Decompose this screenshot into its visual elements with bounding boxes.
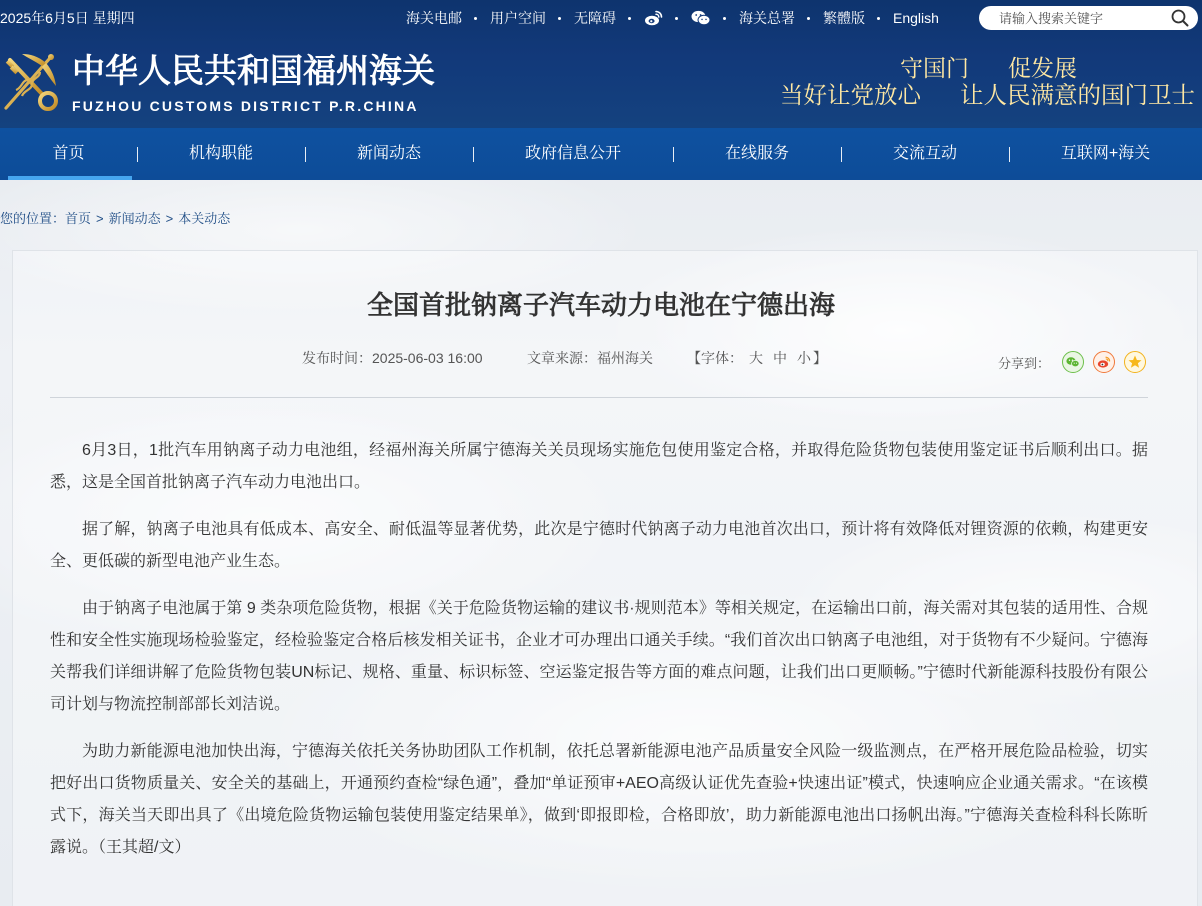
dot-separator [462,9,490,27]
breadcrumb-separator: > [165,211,174,226]
article-body [50,435,1148,879]
article-source-value: 福州海关 [597,350,653,366]
breadcrumb-home[interactable]: 首页 [65,211,92,226]
site-header [0,0,1202,128]
link-user-space[interactable]: 用户空间 [490,10,546,26]
breadcrumb-local-news[interactable]: 本关动态 [178,211,231,226]
search-icon[interactable] [1171,9,1189,27]
article-title: 全国首批钠离子汽车动力电池在宁德出海 [366,290,835,320]
nav-item-organization[interactable]: 机构职能 [137,128,305,180]
slogan-promote-development: 促发展 [1008,55,1077,81]
current-date: 2025年6月5日 星期四 [0,10,135,26]
publish-time-value: 2025-06-03 16:00 [372,350,483,366]
article-paragraph: 由于钠离子电池属于第 9 类杂项危险货物，根据《关于危险货物运输的建议书·规则范本》等相关规定，在运输出口前，海关需对其包装的适用性、合规性和安全性实施现场检验鉴定，经检验鉴定合格后核发相关证书，企业才可办理出口通关手续。“我们首次出口钠离子电池组，对于货物有不少疑问。宁德海关帮我们详细讲解了危险货物包装UN标记、规格、重量、标识标签、空运鉴定报告等方面的难点问题，让我们出口更顺畅。”宁德时代新能源科技股份有限公司计划与物流控制部部长刘洁说。 [50,600,1148,713]
font-size-small[interactable]: 小 [797,350,811,366]
site-title[interactable]: 中华人民共和国福州海关 [72,54,435,90]
link-accessibility[interactable]: 无障碍 [574,10,616,26]
site-title-english: FUZHOU CUSTOMS DISTRICT P.R.CHINA [72,98,419,114]
breadcrumb-separator: > [96,211,104,226]
nav-item-news[interactable]: 新闻动态 [305,128,473,180]
article-paragraph: 为助力新能源电池加快出海，宁德海关依托关务协助团队工作机制，依托总署新能源电池产品质量安全风险一级监测点，在严格开展危险品检验，切实把好出口货物质量关、安全关的基础上，开通预约查检“绿色通”，叠加“单证预审+AEO高级认证优先查验+快速出证”模式，快速响应企业通关需求。“在该模式下，海关当天即出具了《出境危险货物运输包装使用鉴定结果单》，做到‘即报即检，合格即放’，助力新能源电池出口扬帆出海。”宁德海关查检科科长陈昕露说。（王其超/文） [50,743,1148,856]
article-paragraph: 6月3日，1批汽车用钠离子动力电池组，经福州海关所属宁德海关关员现场实施危包使用鉴定合格，并取得危险货物包装使用鉴定证书后顺利出口。据悉，这是全国首批钠离子汽车动力电池出口。 [50,442,1148,491]
slogan-party-trust: 当好让党放心 [780,82,921,108]
customs-emblem-icon[interactable] [0,48,62,114]
breadcrumb-news[interactable]: 新闻动态 [108,211,161,226]
nav-item-home[interactable]: 首页 [0,128,137,180]
font-size-medium[interactable]: 中 [773,350,787,366]
article-paragraph: 据了解，钠离子电池具有低成本、高安全、耐低温等显著优势，此次是宁德时代钠离子动力电池首次出口，预计将有效降低对锂资源的依赖，构建更安全、更低碳的新型电池产业生态。 [50,521,1148,570]
dot-separator [865,9,893,27]
article [0,250,1202,906]
share-bar [998,350,1146,374]
slogan-guard-gate: 守国门 [900,55,969,81]
share-label: 分享到： [998,355,1051,371]
link-traditional-chinese[interactable]: 繁體版 [823,10,865,26]
wechat-icon[interactable] [691,9,711,27]
slogan-people-satisfied: 让人民满意的国门卫士 [960,82,1195,108]
link-customs-email[interactable]: 海关电邮 [406,10,462,26]
publish-time [302,348,483,368]
link-gac[interactable]: 海关总署 [739,10,795,26]
wechat-share-icon[interactable] [1062,351,1084,373]
nav-item-online-service[interactable]: 在线服务 [673,128,841,180]
dot-separator [795,9,823,27]
dot-separator [711,9,739,27]
link-english[interactable]: English [893,10,939,26]
font-size-control [687,348,827,368]
article-source [527,348,653,368]
dot-separator [663,9,691,27]
publish-time-label: 发布时间： [302,350,372,366]
title-divider [50,397,1148,398]
nav-item-gov-info[interactable]: 政府信息公开 [473,128,673,180]
qzone-share-icon[interactable] [1124,351,1146,373]
breadcrumb [0,210,230,228]
weibo-icon[interactable] [644,9,663,27]
font-size-large[interactable]: 大 [749,350,763,366]
dot-separator [616,9,644,27]
nav-item-internet-customs[interactable]: 互联网+海关 [1009,128,1202,180]
search-box [979,6,1198,30]
breadcrumb-prefix: 您的位置： [0,211,66,226]
weibo-share-icon[interactable] [1093,351,1115,373]
main-nav [0,128,1202,180]
font-size-suffix: 】 [813,350,827,366]
search-input[interactable] [979,6,1165,30]
dot-separator [546,9,574,27]
article-source-label: 文章来源： [527,350,597,366]
top-links [406,9,939,27]
nav-item-interaction[interactable]: 交流互动 [841,128,1009,180]
font-size-prefix: 【字体： [687,350,743,366]
